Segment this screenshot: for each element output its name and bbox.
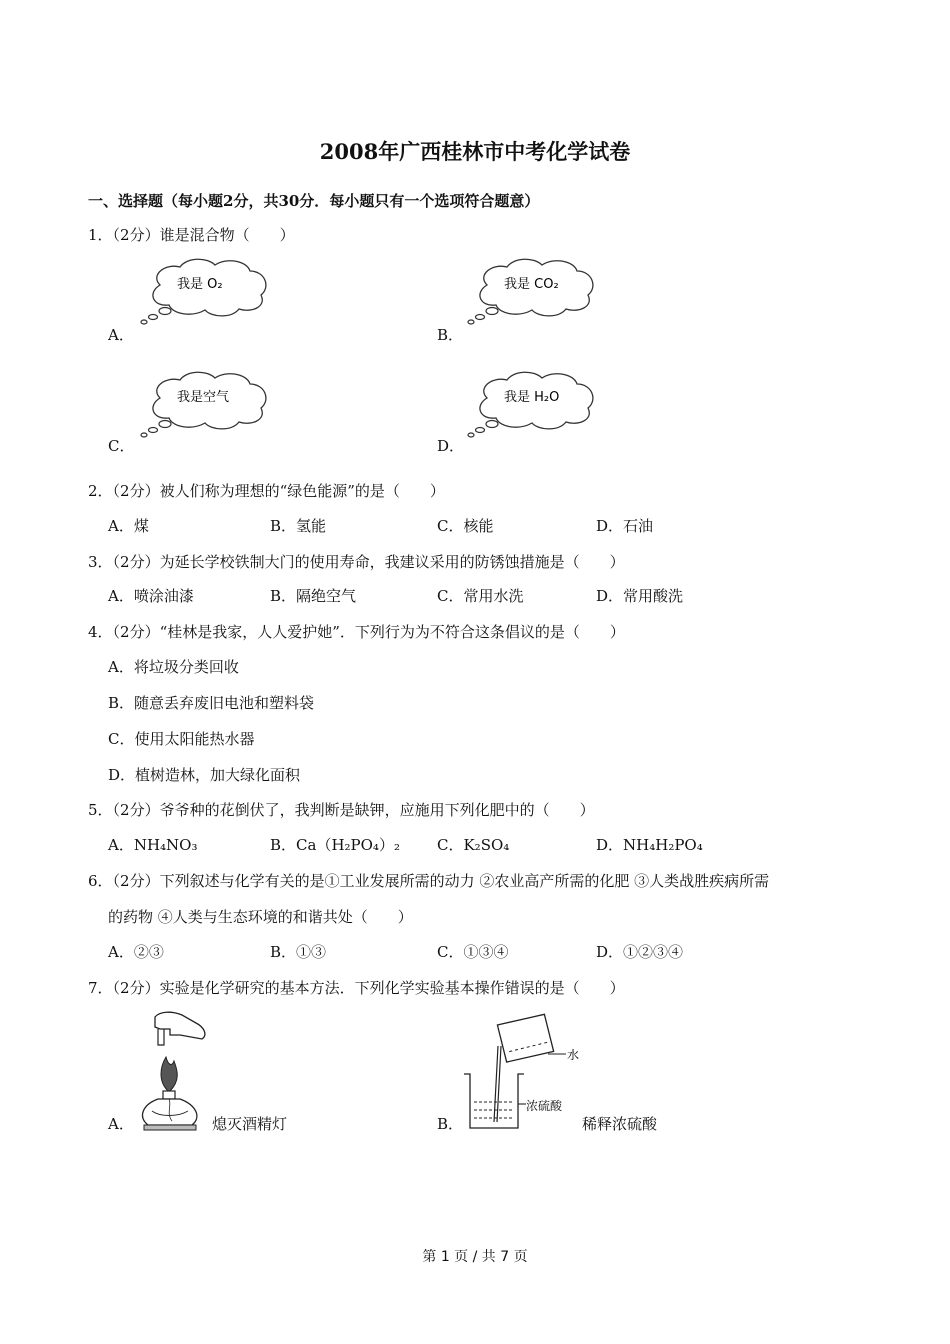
page-title: 2008年广西桂林市中考化学试卷 [319,139,631,164]
q5-option-c: C．K₂SO₄ [437,836,510,854]
question-1-stem: 1．（2分）谁是混合物（ ） [88,226,295,244]
diluting-sulfuric-acid-illustration [460,1012,580,1134]
q7-option-a-label: A． [108,1115,134,1133]
q1-option-c-label: C． [108,437,135,455]
question-2-stem: 2．（2分）被人们称为理想的“绿色能源”的是（ ） [88,482,445,500]
acid-label: 浓硫酸 [526,1099,563,1113]
alcohol-lamp-blowing-illustration [130,1005,215,1133]
q3-option-b: B．隔绝空气 [270,587,357,605]
q2-option-b: B．氢能 [270,517,327,535]
q6-option-d: D．①②③④ [596,943,684,961]
section-heading: 一、选择题（每小题2分，共30分．每小题只有一个选项符合题意） [88,192,540,210]
question-6-stem-line2: 的药物 ④人类与生态环境的和谐共处（ ） [108,908,413,926]
q1-thought-bubble-a [135,255,275,330]
q1-thought-bubble-b [462,255,602,330]
q1-bubble-a-text: 我是 O₂ [177,277,223,292]
q4-option-b: B．随意丢弃废旧电池和塑料袋 [108,694,315,712]
q1-bubble-b-text: 我是 CO₂ [504,277,559,292]
q1-bubble-c-text: 我是空气 [177,390,230,405]
q4-option-a: A．将垃圾分类回收 [108,658,239,676]
q3-option-c: C．常用水洗 [437,587,524,605]
q5-option-a: A．NH₄NO₃ [108,836,198,854]
q1-option-d-label: D． [437,437,465,455]
question-3-stem: 3．（2分）为延长学校铁制大门的使用寿命，我建议采用的防锈蚀措施是（ ） [88,553,625,571]
q5-option-b: B．Ca（H₂PO₄）₂ [270,836,400,854]
q6-option-b: B．①③ [270,943,327,961]
question-6-stem-line1: 6．（2分）下列叙述与化学有关的是①工业发展所需的动力 ②农业高产所需的化肥 ③人类战胜疾病所需 [88,872,770,890]
q7-option-b-label: B． [437,1115,464,1133]
question-7-stem: 7．（2分）实验是化学研究的基本方法．下列化学实验基本操作错误的是（ ） [88,979,625,997]
q2-option-d: D．石油 [596,517,654,535]
q3-option-a: A．喷涂油漆 [108,587,194,605]
q2-option-c: C．核能 [437,517,494,535]
q6-option-c: C．①③④ [437,943,509,961]
q1-option-b-label: B． [437,326,464,344]
q2-option-a: A．煤 [108,517,149,535]
question-4-stem: 4．（2分）“桂林是我家，人人爱护她”．下列行为为不符合这条倡议的是（ ） [88,623,625,641]
q4-option-c: C．使用太阳能热水器 [108,730,255,748]
q1-option-a-label: A． [108,326,134,344]
q7-option-a-caption: 熄灭酒精灯 [212,1115,288,1133]
page-footer: 第 1 页 / 共 7 页 [422,1249,528,1265]
q6-option-a: A．②③ [108,943,164,961]
q3-option-d: D．常用酸洗 [596,587,684,605]
q7-option-b-caption: 稀释浓硫酸 [582,1115,658,1133]
q1-thought-bubble-c [135,368,275,443]
question-5-stem: 5．（2分）爷爷种的花倒伏了，我判断是缺钾，应施用下列化肥中的（ ） [88,801,595,819]
q1-thought-bubble-d [462,368,602,443]
q5-option-d: D．NH₄H₂PO₄ [596,836,703,854]
q4-option-d: D．植树造林，加大绿化面积 [108,766,301,784]
water-label: 水 [567,1048,580,1062]
q1-bubble-d-text: 我是 H₂O [504,390,560,405]
